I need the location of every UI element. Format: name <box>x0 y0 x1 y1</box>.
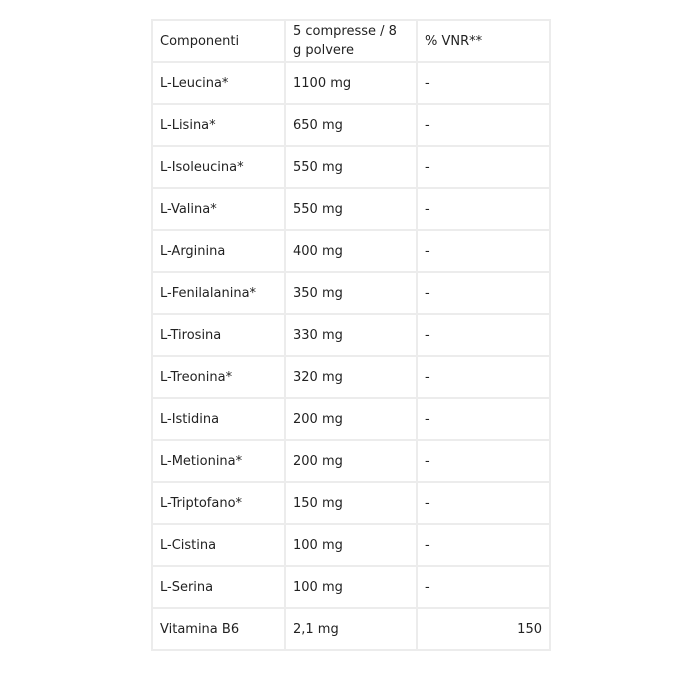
table-row <box>152 104 550 146</box>
table-row <box>152 62 550 104</box>
nutrition-table <box>151 19 551 651</box>
table-row <box>152 524 550 566</box>
table-row <box>152 146 550 188</box>
component-cell: L-Istidina <box>152 398 285 440</box>
table-row <box>152 188 550 230</box>
table-row <box>152 608 550 650</box>
table-row <box>152 230 550 272</box>
amount-cell: 550 mg <box>285 146 417 188</box>
vnr-cell: - <box>417 188 550 230</box>
vnr-cell: - <box>417 146 550 188</box>
amount-cell: 350 mg <box>285 272 417 314</box>
component-cell: Vitamina B6 <box>152 608 285 650</box>
amount-cell: 650 mg <box>285 104 417 146</box>
vnr-cell: - <box>417 104 550 146</box>
table-row <box>152 356 550 398</box>
component-cell: L-Isoleucina* <box>152 146 285 188</box>
component-cell: L-Leucina* <box>152 62 285 104</box>
header-vnr: % VNR** <box>417 20 550 62</box>
vnr-cell: - <box>417 482 550 524</box>
amount-cell: 1100 mg <box>285 62 417 104</box>
component-cell: L-Metionina* <box>152 440 285 482</box>
amount-cell: 330 mg <box>285 314 417 356</box>
amount-cell: 550 mg <box>285 188 417 230</box>
table-row <box>152 440 550 482</box>
amount-cell: 100 mg <box>285 566 417 608</box>
amount-cell: 200 mg <box>285 440 417 482</box>
vnr-cell: - <box>417 356 550 398</box>
vnr-cell: - <box>417 398 550 440</box>
component-cell: L-Treonina* <box>152 356 285 398</box>
vnr-cell: - <box>417 524 550 566</box>
component-cell: L-Fenilalanina* <box>152 272 285 314</box>
header-components: Componenti <box>152 20 285 62</box>
amount-cell: 400 mg <box>285 230 417 272</box>
component-cell: L-Arginina <box>152 230 285 272</box>
component-cell: L-Tirosina <box>152 314 285 356</box>
amount-cell: 200 mg <box>285 398 417 440</box>
amount-cell: 320 mg <box>285 356 417 398</box>
component-cell: L-Serina <box>152 566 285 608</box>
table-row <box>152 566 550 608</box>
amount-cell: 150 mg <box>285 482 417 524</box>
vnr-cell: - <box>417 230 550 272</box>
vnr-cell: - <box>417 272 550 314</box>
vnr-cell: - <box>417 62 550 104</box>
component-cell: L-Cistina <box>152 524 285 566</box>
amount-cell: 100 mg <box>285 524 417 566</box>
table-header-row <box>152 20 550 62</box>
component-cell: L-Triptofano* <box>152 482 285 524</box>
vnr-cell: - <box>417 566 550 608</box>
vnr-cell: 150 <box>417 608 550 650</box>
vnr-cell: - <box>417 440 550 482</box>
table-row <box>152 314 550 356</box>
table-row <box>152 482 550 524</box>
vnr-cell: - <box>417 314 550 356</box>
amount-cell: 2,1 mg <box>285 608 417 650</box>
table-row <box>152 272 550 314</box>
table-row <box>152 398 550 440</box>
component-cell: L-Valina* <box>152 188 285 230</box>
header-amount: 5 compresse / 8 g polvere <box>285 20 417 62</box>
component-cell: L-Lisina* <box>152 104 285 146</box>
